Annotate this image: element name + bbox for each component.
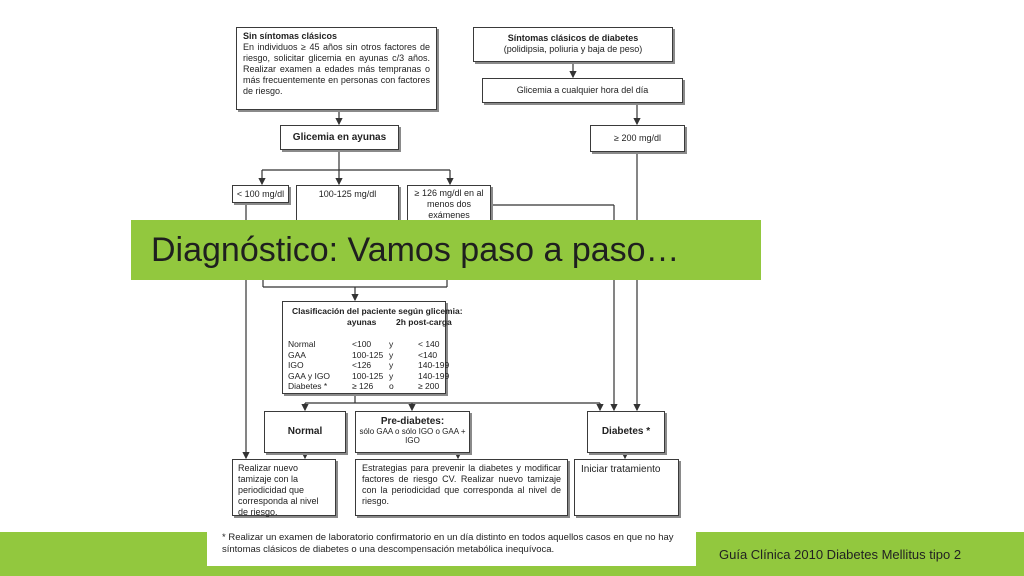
random-glucose-box: Glicemia a cualquier hora del día xyxy=(482,78,683,103)
prediabetes-action-box: Estrategias para prevenir la diabetes y modificar factores de riesgo CV. Realizar nuevo tamizaje con la periodicidad que corresponda al nivel de riesgo. xyxy=(355,459,568,516)
no-symptoms-title: Sin síntomas clásicos xyxy=(243,31,338,41)
no-symptoms-text: En individuos ≥ 45 años sin otros factores de riesgo, solicitar glicemia en ayunas c/3 años. Realizar examen a edades más tempranas o más frecuentemente en personas con factores de riesgo. xyxy=(243,42,430,96)
classification-cell: y xyxy=(389,360,394,370)
ge200-box: ≥ 200 mg/dl xyxy=(590,125,685,152)
footnote: * Realizar un examen de laboratorio confirmatorio en un día distinto en todos aquellos casos en que no hay síntomas clásicos de diabetes o una descompensación metabólica inequívoca. xyxy=(222,532,674,555)
classification-cell: 100-125 xyxy=(352,349,384,360)
classification-cell: 100-125 xyxy=(352,370,384,381)
diabetes-box: Diabetes * xyxy=(587,411,665,453)
classification-cell: 140-199 xyxy=(418,370,450,381)
diabetes-action-box: Iniciar tratamiento xyxy=(574,459,679,516)
ge126-box: ≥ 126 mg/dl en al menos dos exámenes xyxy=(407,185,491,225)
classification-col-post: 2h post-carga xyxy=(396,317,452,327)
prediabetes-subtitle: sólo GAA o sólo IGO o GAA + IGO xyxy=(359,427,466,445)
classification-cell: 140-199 xyxy=(418,360,450,370)
classification-cell: o xyxy=(389,381,394,391)
normal-action-box: Realizar nuevo tamizaje con la periodicidad que corresponda al nivel de riesgo. xyxy=(232,459,336,516)
symptoms-box xyxy=(473,27,673,62)
prediabetes-box xyxy=(355,411,470,453)
prediabetes-title: Pre-diabetes: xyxy=(380,416,445,427)
source-citation: Guía Clínica 2010 Diabetes Mellitus tipo 2 xyxy=(719,547,962,562)
title-banner: Diagnóstico: Vamos paso a paso… xyxy=(131,220,761,280)
lt100-box: < 100 mg/dl xyxy=(232,185,289,203)
classification-cell: y xyxy=(389,339,394,349)
classification-title: Clasificación del paciente según glicemia: xyxy=(292,306,463,316)
classification-cell: GAA y IGO xyxy=(288,370,331,381)
fasting-glucose-box: Glicemia en ayunas xyxy=(280,125,399,150)
classification-cell: <140 xyxy=(418,349,438,360)
classification-cell: <100 xyxy=(352,339,372,349)
range-100-125-box: 100-125 mg/dl xyxy=(296,185,399,225)
classification-col-fasting: ayunas xyxy=(347,317,377,327)
classification-cell: GAA xyxy=(288,349,306,360)
classification-cell: y xyxy=(389,370,394,381)
classification-cell: IGO xyxy=(288,360,304,370)
normal-box: Normal xyxy=(264,411,346,453)
classification-cell: Normal xyxy=(288,339,316,349)
symptoms-title: Síntomas clásicos de diabetes xyxy=(507,33,639,43)
classification-cell: ≥ 200 xyxy=(418,381,440,391)
classification-cell: y xyxy=(389,349,394,360)
classification-cell: < 140 xyxy=(418,339,440,349)
classification-cell: ≥ 126 xyxy=(352,381,374,391)
symptoms-subtitle: (polidipsia, poliuria y baja de peso) xyxy=(503,44,643,54)
no-symptoms-box xyxy=(236,27,437,110)
classification-cell: Diabetes * xyxy=(288,381,328,391)
classification-cell: <126 xyxy=(352,360,372,370)
